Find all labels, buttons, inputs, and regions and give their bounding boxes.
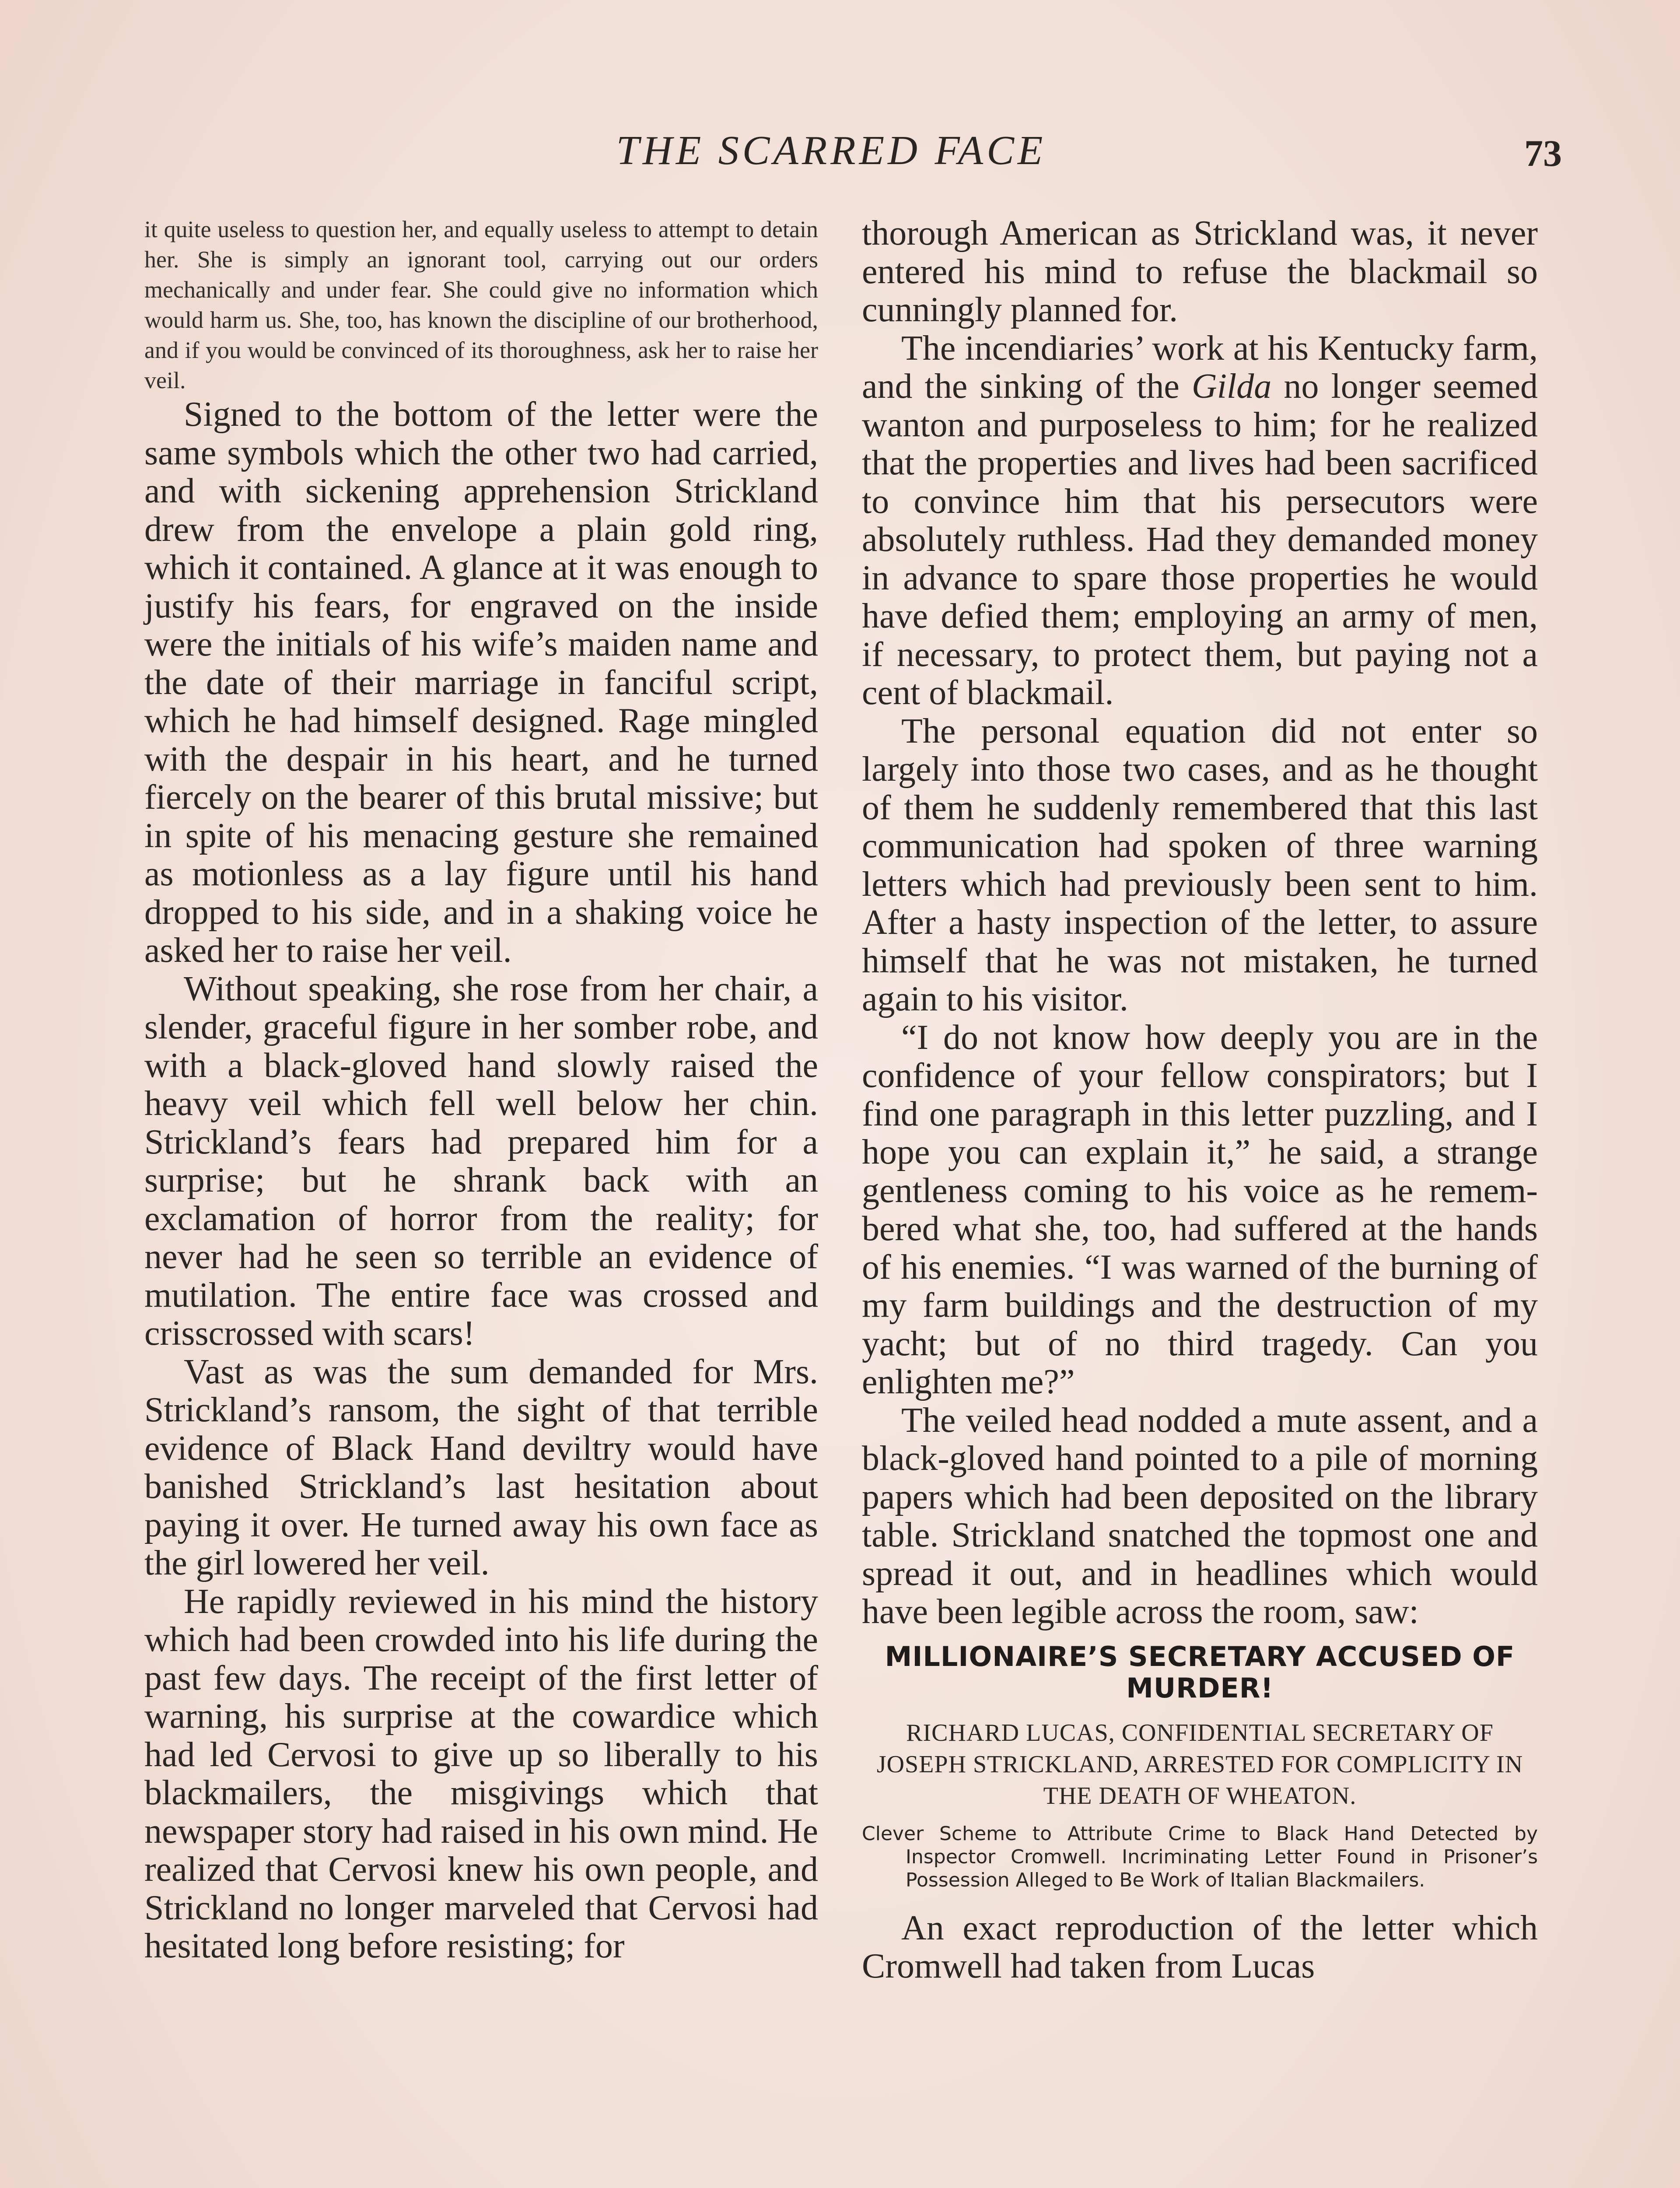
paragraph-text: thorough American as Strickland was, it never entered his mind to refuse the blackmail so cunningly planned for. [862, 214, 1538, 329]
ship-name: Gilda [1192, 367, 1272, 406]
page-number: 73 [1524, 132, 1562, 174]
newspaper-subheadline: RICHARD LUCAS, CONFIDENTIAL SECRETARY OF JOSEPH STRICKLAND, ARRESTED FOR COMPLICITY IN THE DEATH OF WHEATON. [876, 1719, 1523, 1809]
newspaper-deck: Clever Scheme to Attribute Crime to Black Hand Detected by Inspector Cromwell. Incriminating Letter Found in Prisoner’s Possession Alleged to Be Work of Italian Blackmailers. [862, 1822, 1538, 1891]
running-title: THE SCARRED FACE [616, 128, 1046, 173]
body-paragraph: The incendiaries’ work at his Kentucky farm, and the sinking of the Gilda no longer seemed wanton and purposeless to him; for he realized that the properties and lives had been sacrificed to convince him that his persecutors were absolutely ruthless. Had they demanded money in advance to spare those properties he would have defied them; employing an army of men, if necessary, to protect them, but paying not a cent of blackmail. [862, 329, 1538, 712]
body-paragraph: The veiled head nodded a mute assent, and a black-gloved hand pointed to a pile of morning papers which had been deposited on the library table. Strickland snatched the topmost one and spread it out, and in headlines which would have been legible across the room, saw: [862, 1401, 1538, 1631]
body-paragraph: The personal equation did not enter so largely into those two cases, and as he thought of them he suddenly remembered that this last communication had spoken of three warning letters which had previously been sent to him. After a hasty inspection of the letter, to assure himself that he was not mistaken, he turned again to his visitor. [862, 712, 1538, 1018]
body-paragraph: An exact reproduction of the letter which Cromwell had taken from Lucas [862, 1908, 1538, 1985]
body-paragraph: Signed to the bottom of the letter were the same symbols which the other two had carried, and with sickening apprehension Strickland drew from the envelope a plain gold ring, which it contained. A glance at it was enough to justify his fears, for engraved on the inside were the initials of his wife’s maiden name and the date of their marriage in fanciful script, which he had himself designed. Rage mingled with the despair in his heart, and he turned fiercely on the bearer of this brutal missive; but in spite of his menacing gesture she remained as motionless as a lay figure until his hand dropped to his side, and in a shaking voice he asked her to raise her veil. [144, 395, 818, 970]
body-paragraph: “I do not know how deeply you are in the confidence of your fellow conspirators; but I find one paragraph in this letter puzzling, and I hope you can explain it,” he said, a strange gentleness coming to his voice as he remembered what she, too, had suffered at the hands of his enemies. “I was warned of the burning of my farm buildings and the destruction of my yacht; but of no third tragedy. Can you enlighten me?” [862, 1018, 1538, 1401]
body-paragraph [862, 214, 1538, 330]
right-column [862, 214, 1538, 1986]
body-paragraph: Vast as was the sum demanded for Mrs. Strickland’s ransom, the sight of that terrible evidence of Black Hand deviltry would have banished Strickland’s last hesitation about paying it over. He turned away his own face as the girl lowered her veil. [144, 1352, 818, 1582]
letter-excerpt: it quite useless to question her, and equally useless to attempt to detain her. She is simply an ignorant tool, carrying out our orders mechanically and under fear. She could give no information which would harm us. She, too, has known the discipline of our brotherhood, and if you would be convinced of its thoroughness, ask her to raise her veil. [144, 216, 818, 393]
left-column [144, 214, 818, 1966]
body-paragraph: Without speaking, she rose from her chair, a slender, graceful figure in her somber robe, and with a black-gloved hand slowly raised the heavy veil which fell well below her chin. Strickland’s fears had prepared him for a surprise; but he shrank back with an exclamation of horror from the reality; for never had he seen so terrible an evidence of mutilation. The entire face was crossed and crisscrossed with scars! [144, 969, 818, 1353]
body-paragraph: He rapidly reviewed in his mind the history which had been crowded into his life during the past few days. The receipt of the first letter of warning, his surprise at the cowardice which had led Cervosi to give up so liberally to his blackmailers, the misgivings which that newspaper story had raised in his own mind. He realized that Cervosi knew his own people, and Strickland no longer marveled that Cervosi had hesitated long before resisting; for [144, 1582, 818, 1965]
newspaper-headline: MILLIONAIRE’S SECRETARY ACCUSED OF MURDER! [885, 1640, 1515, 1704]
